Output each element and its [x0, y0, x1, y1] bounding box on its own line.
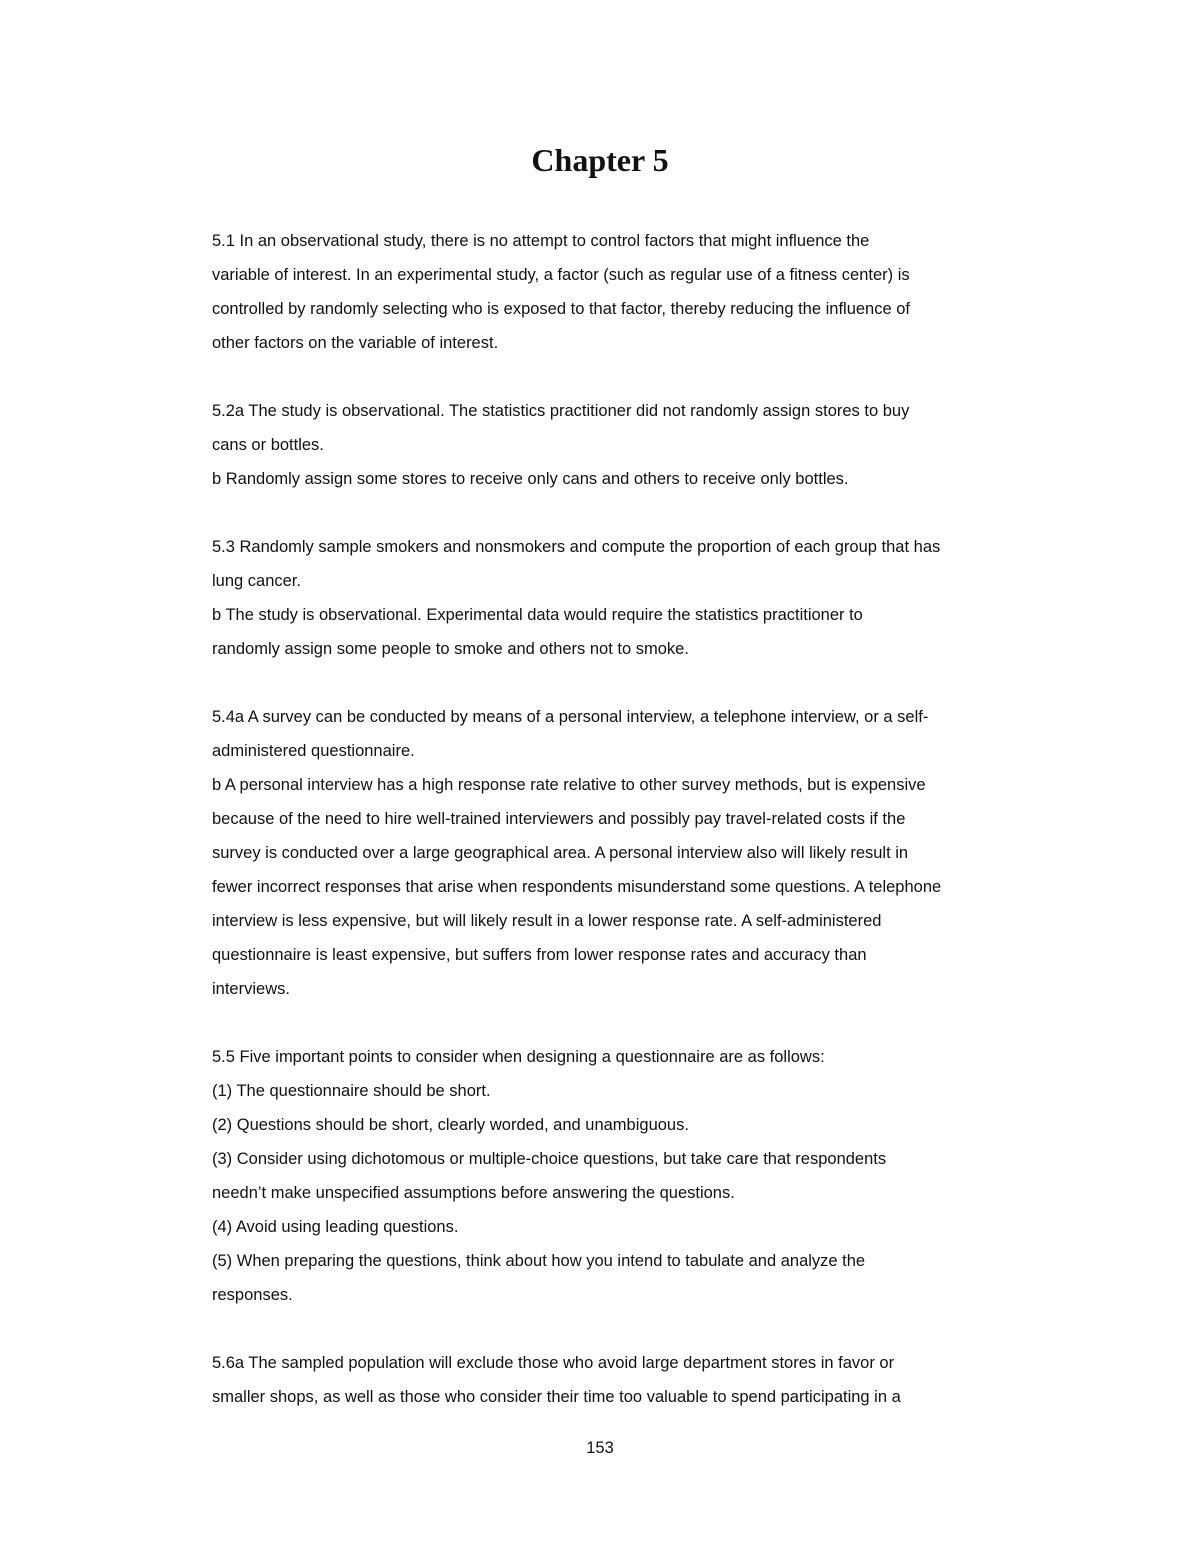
paragraph-gap [212, 360, 1002, 394]
text-line: b Randomly assign some stores to receive only cans and others to receive only bottles. [212, 470, 849, 488]
text-line: interview is less expensive, but will likely result in a lower response rate. A self-administered [212, 912, 882, 930]
text-line: cans or bottles. [212, 436, 324, 454]
paragraph-gap [212, 1006, 1002, 1040]
text-line: variable of interest. In an experimental study, a factor (such as regular use of a fitness center) is [212, 266, 910, 284]
text-line: interviews. [212, 980, 290, 998]
text-line: fewer incorrect responses that arise when respondents misunderstand some questions. A telephone [212, 878, 942, 896]
text-line: smaller shops, as well as those who consider their time too valuable to spend participating in a [212, 1388, 901, 1406]
text-line: (2) Questions should be short, clearly worded, and unambiguous. [212, 1116, 689, 1134]
text-line: administered questionnaire. [212, 742, 415, 760]
text-line: responses. [212, 1286, 293, 1304]
text-line: because of the need to hire well-trained interviewers and possibly pay travel-related costs if the [212, 810, 906, 828]
text-line: 5.3 Randomly sample smokers and nonsmokers and compute the proportion of each group that has [212, 538, 941, 556]
text-line: survey is conducted over a large geographical area. A personal interview also will likely result in [212, 844, 909, 862]
text-line: needn’t make unspecified assumptions before answering the questions. [212, 1184, 735, 1202]
text-line: 5.1 In an observational study, there is no attempt to control factors that might influence the [212, 232, 870, 250]
paragraph-gap [212, 666, 1002, 700]
text-line: questionnaire is least expensive, but suffers from lower response rates and accuracy than [212, 946, 867, 964]
text-line: other factors on the variable of interest. [212, 334, 499, 352]
text-line: 5.4a A survey can be conducted by means of a personal interview, a telephone interview, or a self- [212, 708, 929, 726]
text-line: controlled by randomly selecting who is exposed to that factor, thereby reducing the influence of [212, 300, 910, 318]
page-title: Chapter 5 [531, 142, 669, 178]
text-line: randomly assign some people to smoke and others not to smoke. [212, 640, 689, 658]
body-text [212, 224, 1002, 1414]
text-line: 5.2a The study is observational. The statistics practitioner did not randomly assign stores to buy [212, 402, 910, 420]
text-line: (5) When preparing the questions, think about how you intend to tabulate and analyze the [212, 1252, 866, 1270]
text-line: b The study is observational. Experimental data would require the statistics practitioner to [212, 606, 863, 624]
text-line: 5.5 Five important points to consider when designing a questionnaire are as follows: [212, 1048, 825, 1066]
text-line: (3) Consider using dichotomous or multiple-choice questions, but take care that respondents [212, 1150, 887, 1168]
paragraph-gap [212, 1312, 1002, 1346]
text-line: (1) The questionnaire should be short. [212, 1082, 491, 1100]
text-line: lung cancer. [212, 572, 301, 590]
text-line: 5.6a The sampled population will exclude those who avoid large department stores in favor or [212, 1354, 895, 1372]
page-number: 153 [586, 1439, 614, 1457]
text-line: (4) Avoid using leading questions. [212, 1218, 459, 1236]
text-line: b A personal interview has a high response rate relative to other survey methods, but is expensive [212, 776, 926, 794]
paragraph-gap [212, 496, 1002, 530]
